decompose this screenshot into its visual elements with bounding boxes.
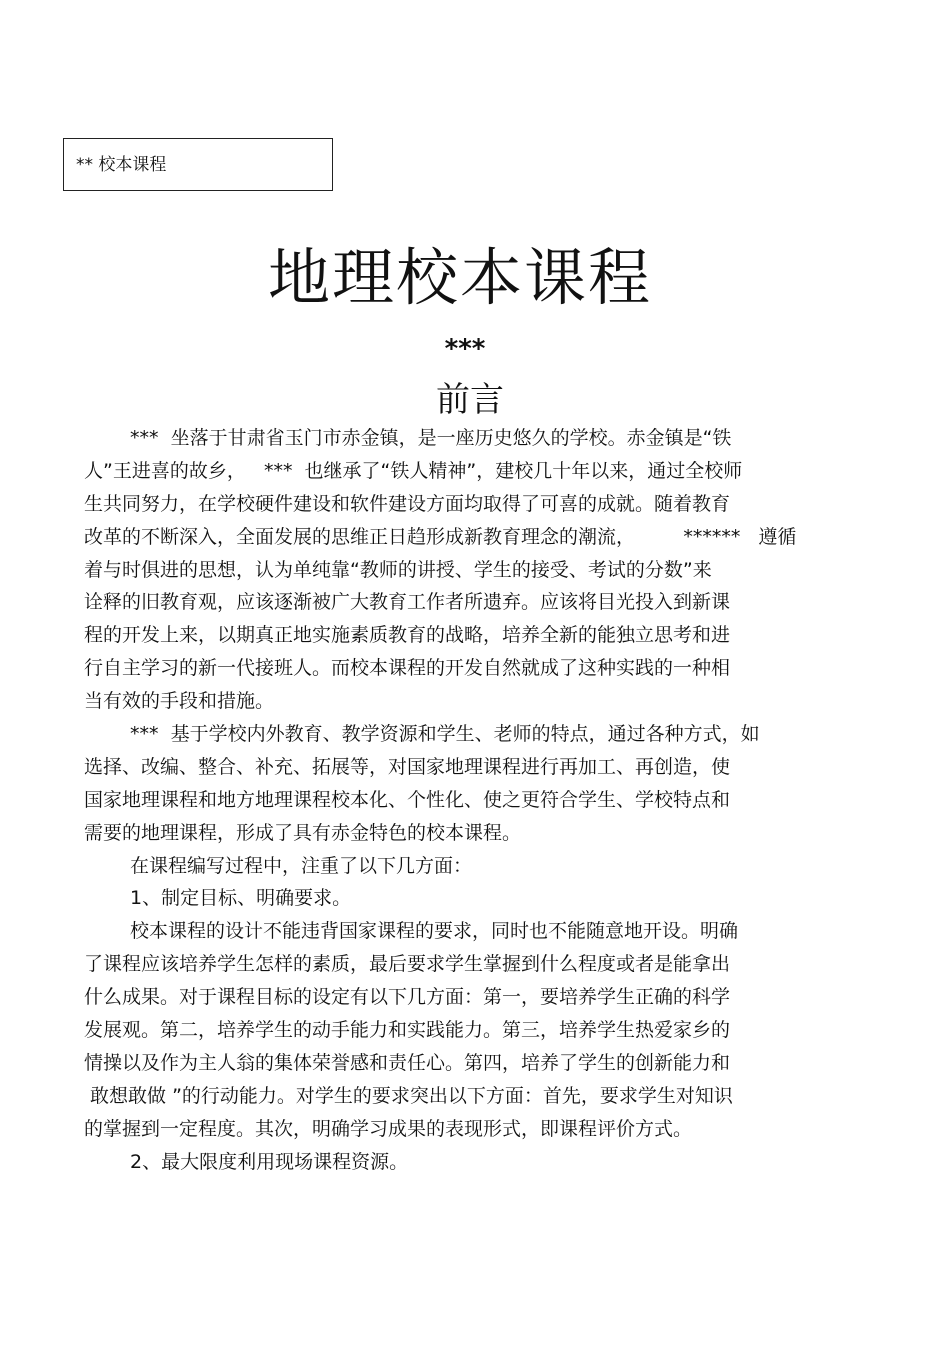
body-line: 人”王进喜的故乡， *** 也继承了“铁人精神”，建校几十年以来，通过全校师 — [84, 459, 743, 482]
body-line: 情操以及作为主人翁的集体荣誉感和责任心。第四，培养了学生的创新能力和 — [84, 1051, 731, 1074]
body-line: 国家地理课程和地方地理课程校本化、个性化、使之更符合学生、学校特点和 — [84, 788, 731, 811]
body-line: 什么成果。对于课程目标的设定有以下几方面：第一，要培养学生正确的科学 — [84, 986, 731, 1009]
body-line: 的掌握到一定程度。其次，明确学习成果的表现形式，即课程评价方式。 — [84, 1117, 693, 1140]
body-line: *** 基于学校内外教育、教学资源和学生、老师的特点，通过各种方式，如 — [130, 723, 760, 746]
body-line: 了课程应该培养学生怎样的素质，最后要求学生掌握到什么程度或者是能拿出 — [84, 953, 731, 976]
preface-heading: 前言 — [436, 380, 504, 420]
body-line: 在课程编写过程中，注重了以下几方面： — [130, 854, 473, 877]
body-line: 敢想敢做 ”的行动能力。对学生的要求突出以下方面：首先，要求学生对知识 — [84, 1084, 733, 1107]
body-line: 当有效的手段和措施。 — [84, 690, 275, 713]
header-box — [63, 138, 333, 191]
body-line: 需要的地理课程，形成了具有赤金特色的校本课程。 — [84, 821, 522, 844]
document-title: 地理校本课程 — [267, 241, 652, 314]
body-line: 发展观。第二，培养学生的动手能力和实践能力。第三，培养学生热爱家乡的 — [84, 1019, 731, 1042]
body-line: 2、最大限度利用现场课程资源。 — [130, 1150, 409, 1173]
body-line: 1、制定目标、明确要求。 — [130, 887, 352, 910]
body-line: 生共同努力，在学校硬件建设和软件建设方面均取得了可喜的成就。随着教育 — [84, 492, 731, 515]
author-placeholder: *** — [444, 334, 486, 364]
body-line: 着与时俱进的思想，认为单纯靠“教师的讲授、学生的接受、考试的分数”来 — [84, 558, 712, 581]
body-text — [84, 422, 864, 1178]
body-line: 程的开发上来，以期真正地实施素质教育的战略，培养全新的能独立思考和进 — [84, 624, 731, 647]
body-line: 行自主学习的新一代接班人。而校本课程的开发自然就成了这种实践的一种相 — [84, 657, 731, 680]
body-line: 改革的不断深入，全面发展的思维正日趋形成新教育理念的潮流， ****** 遵循 — [84, 525, 797, 548]
body-line: 诠释的旧教育观，应该逐渐被广大教育工作者所遗弃。应该将目光投入到新课 — [84, 591, 731, 614]
body-line: 校本课程的设计不能违背国家课程的要求，同时也不能随意地开设。明确 — [130, 920, 739, 943]
header-box-label: ** 校本课程 — [76, 155, 167, 175]
body-line: 选择、改编、整合、补充、拓展等，对国家地理课程进行再加工、再创造，使 — [84, 755, 731, 778]
body-line: *** 坐落于甘肃省玉门市赤金镇，是一座历史悠久的学校。赤金镇是“铁 — [130, 427, 732, 449]
